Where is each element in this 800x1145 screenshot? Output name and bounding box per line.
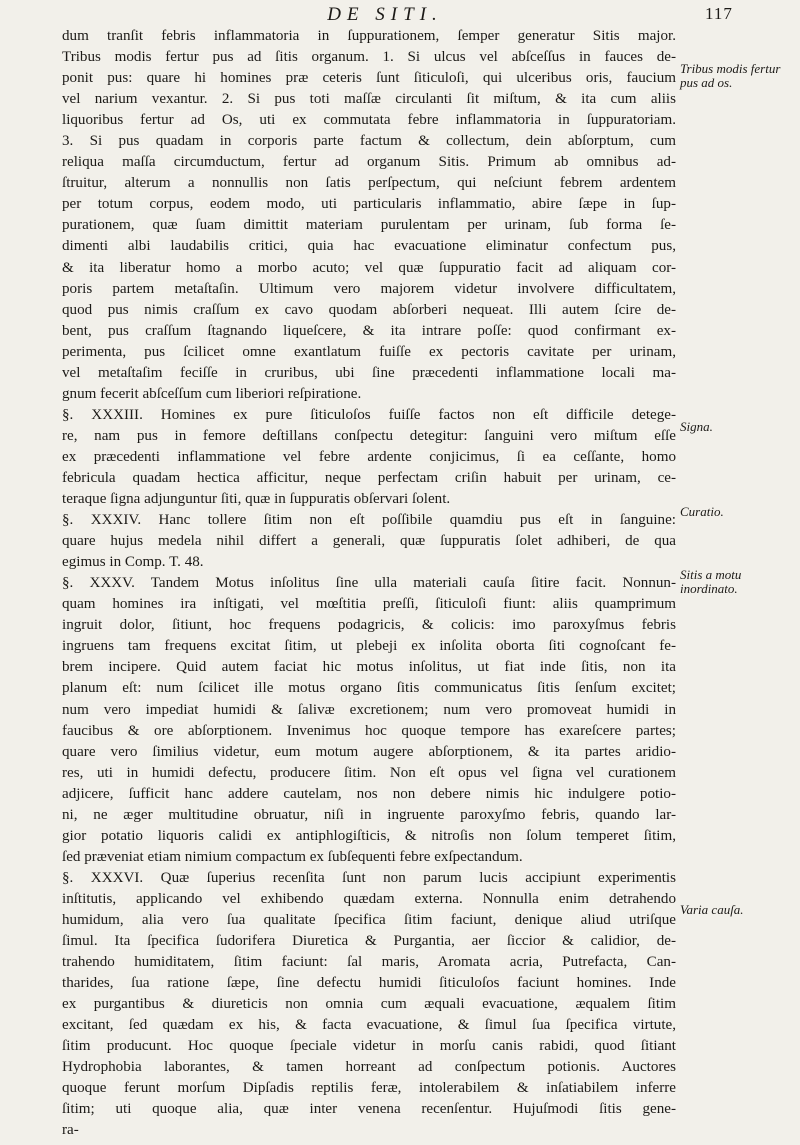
text-line: teraque ſigna adjunguntur ſiti, quæ in ſuppuratis obſervari ſolent. (62, 491, 451, 508)
text-line: ſimul. Ita ſpecifica ſudorifera Diuretica & Purgantia, aer ſiccior & calidior, de- (62, 933, 676, 950)
text-line: tharides, ſua ratione ſæpe, ſine defectu humidi ſiticuloſos faciunt homines. Inde (62, 975, 676, 992)
margin-note-motu-inordinato: Sitis a motu inordinato. (680, 567, 742, 596)
text-line: poris partem metaſtaſin. Ultimum vero majorem videtur involvere difficultatem, (62, 280, 676, 297)
text-line: brem incipere. Quid autem faciat hic motus inſolitus, ut fiat inde ſitis, non ita (62, 659, 676, 676)
text-line: bent, pus craſſum ſtagnando liqueſcere, & ita intrare poſſe: quod confirmant ex- (62, 322, 676, 339)
text-line: ni, ne æger multitudine obruatur, niſi in ingruente paroxyſmo febris, quando lar- (62, 806, 676, 823)
body-text (62, 26, 676, 1141)
text-line: Tribus modis fertur pus ad ſitis organum. 1. Si ulcus vel abſceſſus in fauces de- (62, 49, 676, 66)
text-line: planum eſt: num ſcilicet ille motus organo ſitis communicatus ſitis ſenſum excitet; (62, 680, 676, 697)
text-line: quod pus nimis craſſum ex cavo quodam abſorberi nequeat. Illi autem ſcire de- (62, 301, 676, 318)
text-line: faucibus & ore abſorptionem. Invenimus hoc quoque tempore has exareſcere partes; (62, 722, 676, 739)
text-line: §. XXXIV. Hanc tollere ſitim non eſt poſſibile quamdiu pus eſt in ſanguine: (62, 512, 676, 529)
text-line: inſtitutis, applicando vel exhibendo quædam externa. Nonnulla enim detrahendo (62, 890, 676, 907)
text-line: ſed præveniat etiam nimium compactum ex ſubſequenti febre exſpectandum. (62, 848, 523, 865)
text-line: ex purgantibus & diureticis non omnia cum æquali evacuatione, æqualem ſitim (62, 996, 676, 1013)
text-line: ingruit dolor, ſitiunt, hoc frequens podagricis, & colicis: imo paroxyſmus febris (62, 617, 676, 634)
text-line: reliqua maſſa circumductum, fertur ad organum Sitis. Primum ab omnibus ad- (62, 154, 676, 171)
text-line: purationem, quæ ſuam dimittit materiam purulentam per urinam, ſub forma ſe- (62, 217, 676, 234)
text-line: res, uti in humidi defectu, producere ſitim. Non eſt opus vel ſigna vel curationem (62, 764, 676, 781)
text-line: & ita liberatur homo a morbo acuto; vel quæ ſuppuratio facit ad aliquam cor- (62, 259, 676, 276)
text-line: re, nam pus in femore deſtillans conſpectu detegitur: ſanguini vero miſtum eſſe (62, 427, 676, 444)
text-line: perimenta, pus ſcilicet omne exantlatum fuiſſe ex pectoris cavitate per urinam, (62, 343, 676, 360)
text-line: dimenti albi laudabilis critici, quia hac evacuatione eliminatur confectum pus, (62, 238, 676, 255)
text-line: adjicere, ſufficit hanc addere cautelam, nos non debere nimis hic indulgere potio- (62, 785, 676, 802)
margin-note-tribus-modis: Tribus modis fertur pus ad os. (680, 61, 781, 90)
text-line: ſitim; uti quoque alia, quæ inter venena recenſentur. Hujuſmodi ſitis gene- (62, 1101, 676, 1118)
text-line: febricula quadam hectica afficitur, neque perfectam criſin habuit per urinam, ce- (62, 469, 676, 486)
text-line: quare vero ſimilius videtur, eum motum augere abſorptionem, & ita partes aridio- (62, 743, 676, 760)
running-title: DE SITI. (327, 4, 443, 25)
margin-note-varia-causa: Varia cauſa. (680, 902, 744, 917)
text-line: ſtruitur, alterum a nonnullis non ſatis perſpectum, qui neſciunt febrem ardentem (62, 175, 676, 192)
text-line: quoque ferunt morſum Dipſadis reptilis feræ, intolerabilem & inſatiabilem inferre (62, 1080, 676, 1097)
text-line: dum tranſit febris inflammatoria in ſuppurationem, ſemper generatur Sitis major. (62, 28, 676, 44)
text-line: excitant, ſed quædam ex his, & facta evacuatione, & ſimul ſua ſpecifica virtute, (62, 1017, 676, 1034)
text-line: ingruens tam frequens excitat ſitim, ut plebeji ex inſolita oborta ſiti cognoſcant fe- (62, 638, 676, 655)
text-line: num vero impediat humidi & ſalivæ excretionem; num vero promoveat humidi in (62, 701, 676, 718)
text-line: §. XXXIII. Homines ex pure ſiticuloſos fuiſſe factos non eſt difficile detege- (62, 406, 676, 423)
text-line: ra- (62, 1122, 79, 1139)
text-line: quam homines ira inſtigati, vel mœſtitia preſſi, ſiticuloſi fiunt: aliis quamprimum (62, 596, 676, 613)
text-line: gnum fecerit abſceſſum cum liberiori reſpiratione. (62, 385, 362, 402)
text-line: gior potatio liquoris calidi ex antiphlogiſticis, & nitroſis non ſolum temperet ſitim, (62, 827, 676, 844)
text-line: vel narium vexantur. 2. Si pus toti maſſæ circulanti ſit miſtum, & ita cum aliis (62, 91, 676, 108)
text-line: vel metaſtaſim feciſſe in cruribus, ubi ſine præcedenti inflammatione locali ma- (62, 364, 676, 381)
margin-note-signa: Signa. (680, 419, 713, 434)
text-line: humidum, alia vero ſua qualitate ſpecifica ſitim faciunt, denique aliud utriſque (62, 911, 676, 928)
text-line: per totum corpus, eodem modo, uti particularis inflammatio, abire ſæpe in ſup- (62, 196, 676, 213)
text-line: 3. Si pus quadam in corporis parte factum & collectum, dein abſorptum, cum (62, 133, 676, 150)
text-line: Hydrophobia laborantes, & tamen horreant ad conſpectum potionis. Auctores (62, 1059, 676, 1076)
text-line: §. XXXV. Tandem Motus inſolitus ſine ulla materiali cauſa ſitire facit. Nonnun- (62, 575, 676, 592)
text-line: quare hujus medela nihil differt a generali, quæ ſuppuratis ſolet adhiberi, de qua (62, 533, 676, 550)
margin-note-curatio: Curatio. (680, 504, 724, 519)
text-line: ex præcedenti inflammatione vel febre ardente conjicimus, ſi ea ceſſante, homo (62, 448, 676, 465)
text-line: ſitim producunt. Hoc quoque ſpeciale videtur in morſu canis rabidi, quod ſitiant (62, 1038, 676, 1055)
text-line: trahendo humiditatem, ſitim faciunt: ſal maris, Aromata acria, Putrefacta, Can- (62, 954, 676, 971)
text-line: ponit pus: quare hi homines præ ceteris ſunt ſiticuloſi, qui ulceribus oris, faucium (62, 70, 676, 87)
text-line: liquoribus fertur ad Os, uti ex commutata febre inflammatoria in ſuppuratoriam. (62, 112, 676, 129)
text-line: egimus in Comp. T. 48. (62, 554, 204, 571)
text-line: §. XXXVI. Quæ ſuperius recenſita ſunt non parum lucis accipiunt experimentis (62, 869, 676, 886)
page-number: 117 (705, 4, 733, 23)
